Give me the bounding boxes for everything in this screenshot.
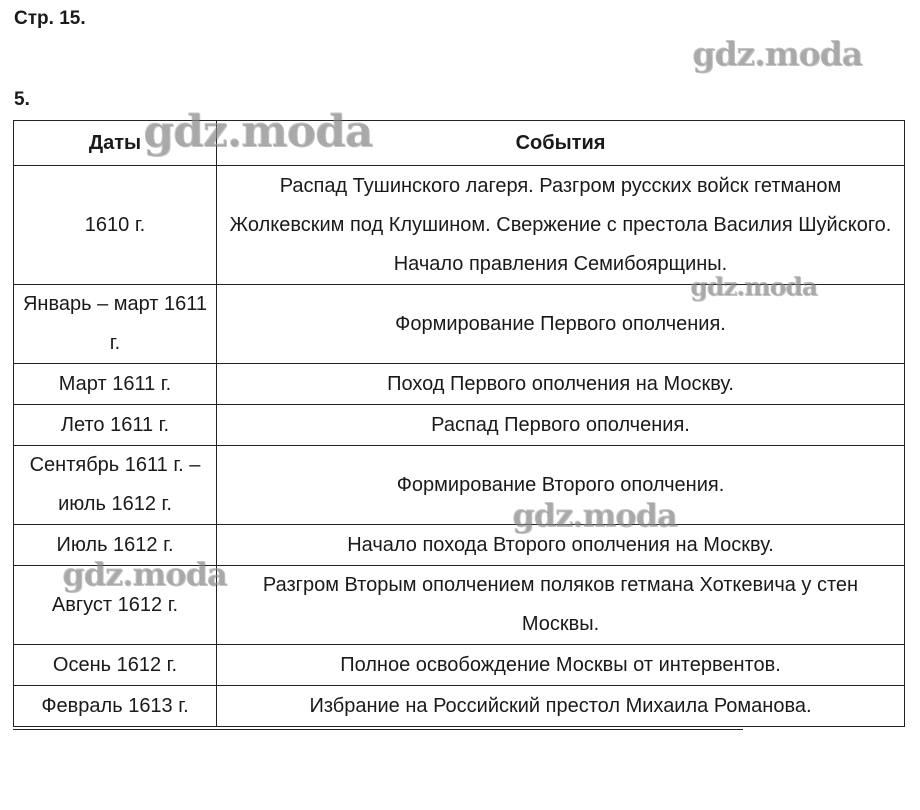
date-cell: Январь – март 1611 г.: [14, 285, 217, 364]
date-cell: Лето 1611 г.: [14, 405, 217, 446]
task-number: 5.: [14, 89, 30, 110]
date-cell: Июль 1612 г.: [14, 525, 217, 566]
date-cell: Сентябрь 1611 г. – июль 1612 г.: [14, 446, 217, 525]
divider-line: [13, 729, 743, 730]
table-row: [14, 446, 905, 525]
date-cell: 1610 г.: [14, 166, 217, 285]
event-cell: Формирование Первого ополчения.: [217, 285, 905, 364]
table-row: [14, 166, 905, 285]
page-heading: Стр. 15.: [14, 8, 86, 29]
header-event: События: [217, 121, 905, 166]
watermark: gdz.moda: [692, 34, 862, 73]
table-row: [14, 525, 905, 566]
table-row: [14, 686, 905, 727]
event-cell: Избрание на Российский престол Михаила Романова.: [217, 686, 905, 727]
date-cell: Август 1612 г.: [14, 566, 217, 645]
watermark: gdz.moda: [62, 555, 227, 593]
event-cell: Полное освобождение Москвы от интервентов.: [217, 645, 905, 686]
table-row: [14, 405, 905, 446]
event-cell: Разгром Вторым ополчением поляков гетмана Хоткевича у стен Москвы.: [217, 566, 905, 645]
event-cell: Распад Тушинского лагеря. Разгром русских войск гетманом Жолкевским под Клушином. Свержение с престола Василия Шуйского. Начало правления Семибоярщины.: [217, 166, 905, 285]
table-header-row: [14, 121, 905, 166]
watermark: gdz.moda: [143, 106, 373, 157]
event-cell: Формирование Второго ополчения.: [217, 446, 905, 525]
table-row: [14, 645, 905, 686]
event-cell: Начало похода Второго ополчения на Москву.: [217, 525, 905, 566]
date-cell: Осень 1612 г.: [14, 645, 217, 686]
table-row: [14, 285, 905, 364]
watermark: gdz.moda: [512, 496, 677, 534]
events-table: [13, 120, 905, 727]
event-cell: Поход Первого ополчения на Москву.: [217, 364, 905, 405]
event-cell: Распад Первого ополчения.: [217, 405, 905, 446]
table-row: [14, 364, 905, 405]
date-cell: Февраль 1613 г.: [14, 686, 217, 727]
date-cell: Март 1611 г.: [14, 364, 217, 405]
watermark: gdz.moda: [690, 272, 817, 301]
table-row: [14, 566, 905, 645]
header-date: Даты: [14, 121, 217, 166]
